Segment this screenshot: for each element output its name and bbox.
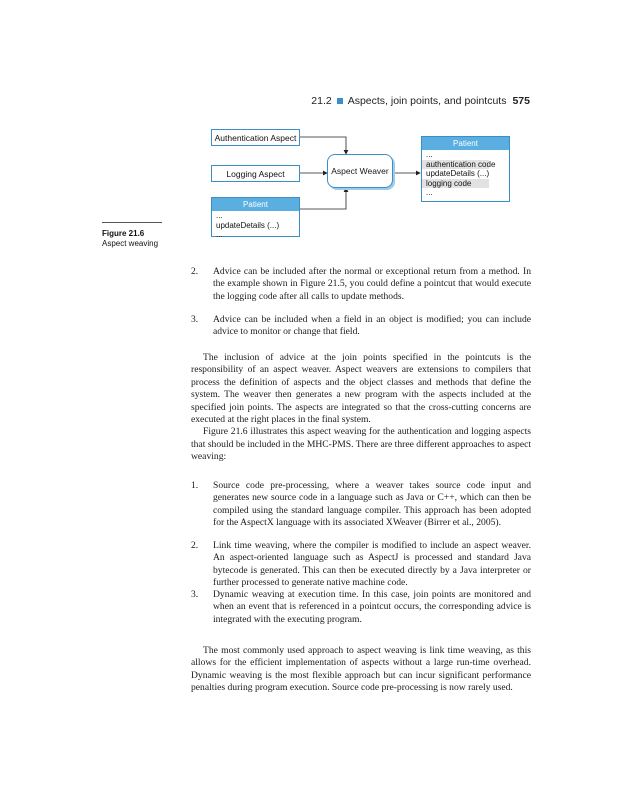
aspect-weaver-box: Aspect Weaver [327,154,393,188]
list2-item [191,589,531,626]
list-text: Dynamic weaving at execution time. In this case, join points are monitored and when an event that is referenced in a pointcut occurs, the corresponding advice is integrated with the executing program. [213,589,531,625]
arrow-patient-to-weaver [300,188,346,209]
list-text: Source code pre-processing, where a weaver takes source code input and generates new source code in a language such as Java or C++, which can then be compiled using the standard language compiler. This approach has been adopted for the AspectX language with its associated XWeaver (Birrer et al., 2005). [213,480,531,529]
body-paragraphs [191,352,531,464]
paragraph-weaver: The inclusion of advice at the join points specified in the pointcuts is the responsibility of an aspect weaver. Aspect weavers are extensions to compilers that process the definition of aspects and the object classes and methods that define the system. The weaver then generates a new program with the aspects included at the specified join points. The aspects are integrated so that the cross-cutting concerns are executed at the right places in the final system. [191,352,531,426]
patient-woven-line-highlight: authentication code [422,160,489,170]
patient-source-line: ... [216,211,223,220]
patient-woven-line: ... [426,150,433,159]
list1-item [191,266,531,303]
arrow-authentication-to-weaver [300,137,346,154]
figure-arrows [0,0,618,260]
patient-woven-line: ... [426,188,433,197]
caption-text: Aspect weaving [102,239,159,248]
list-number: 3. [191,314,199,325]
paragraph-figure-ref: Figure 21.6 illustrates this aspect weaving for the authentication and logging aspects that should be included in the MHC-PMS. There are three different approaches to aspect weaving: [191,426,531,463]
list-text: Link time weaving, where the compiler is modified to include an aspect weaver. An aspect-oriented language such as AspectJ is processed and standard Java bytecode is generated. This can then be executed directly by a Java interpreter or further processed to generate native machine code. [213,540,531,589]
patient-woven-title: Patient [422,137,509,150]
patient-source-line: updateDetails (...) [216,220,280,230]
closing-paragraph-block [191,645,531,695]
list1-item [191,314,531,339]
list2-item [191,540,531,590]
list-text: Advice can be included after the normal or exceptional return from a method. In the example shown in Figure 21.5, you could define a pointcut that would execute the logging code after all calls to update methods. [213,266,531,302]
list-number: 2. [191,266,199,277]
caption-label: Figure 21.6 [102,229,145,238]
list-number: 2. [191,540,199,551]
patient-woven-line: updateDetails (...) [426,169,490,178]
figure-caption [102,222,162,249]
patient-source-line: ... [216,230,223,239]
logging-aspect-box: Logging Aspect [211,165,300,182]
patient-source-class [211,197,300,237]
list-text: Advice can be included when a field in an object is modified; you can include advice to monitor or change that field. [213,314,531,338]
page-number: 575 [512,95,530,107]
list-number: 3. [191,589,199,600]
authentication-aspect-box: Authentication Aspect [211,129,300,146]
patient-source-title: Patient [212,198,299,211]
list2-item [191,480,531,530]
paragraph-conclusion: The most commonly used approach to aspect weaving is link time weaving, as this allows for the efficient implementation of aspects without a large run-time overhead. Dynamic weaving is the most flexible approach but can incur significant performance penalties during program execution. Source code pre-processing is now rarely used. [191,645,531,694]
section-title: Aspects, join points, and pointcuts [347,95,507,107]
patient-woven-line-highlight: logging code [422,179,489,189]
figure-aspect-weaving [0,0,618,260]
patient-woven-class [421,136,510,202]
section-number: 21.2 [311,95,332,107]
list-number: 1. [191,480,199,491]
